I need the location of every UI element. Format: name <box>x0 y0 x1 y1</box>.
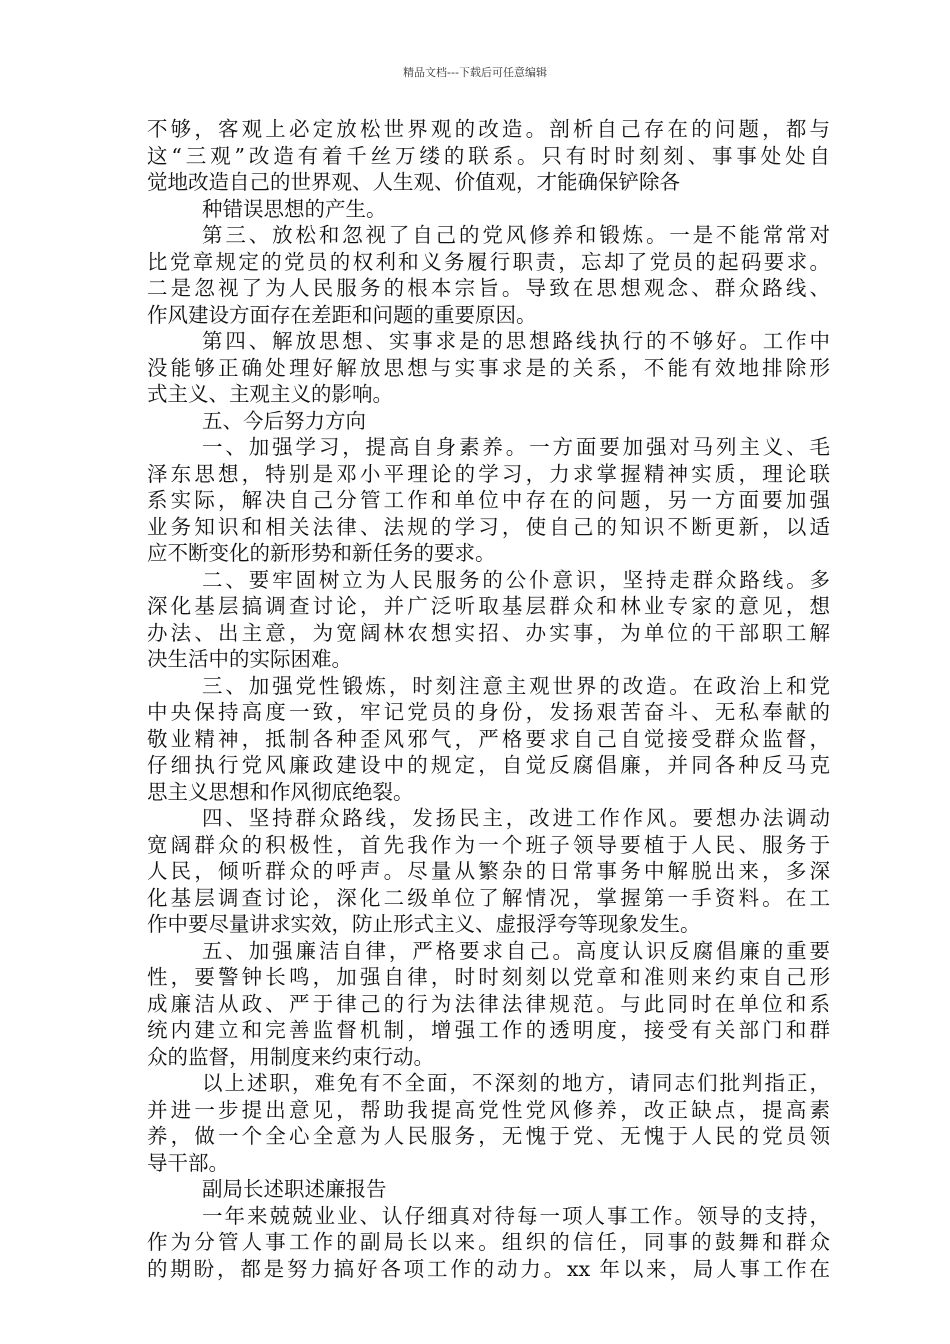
text-line: 作风建设方面存在差距和问题的重要原因。 <box>147 302 537 327</box>
text-line: 思主义思想和作风彻底绝裂。 <box>147 779 414 804</box>
text-line: 性，要警钟长鸣，加强自律，时时刻刻以党章和准则来约束自己形 <box>147 965 830 989</box>
text-line: 并进一步提出意见，帮助我提高党性党风修养，改正缺点，提高素 <box>147 1097 830 1122</box>
text-line: 应不断变化的新形势和新任务的要求。 <box>147 541 496 565</box>
text-line: 五、今后努力方向 <box>202 408 366 433</box>
text-line: 养，做一个全心全意为人民服务，无愧于党、无愧于人民的党员领 <box>147 1124 830 1148</box>
text-line: 成廉洁从政、严于律己的行为法律法律规范。与此同时在单位和系 <box>147 991 830 1016</box>
text-line: 宽阔群众的积极性，首先我作为一个班子领导要植于人民、服务于 <box>147 832 830 857</box>
text-line: 二、要牢固树立为人民服务的公仆意识，坚持走群众路线。多 <box>202 567 830 592</box>
text-line: 人民，倾听群众的呼声。尽量从繁杂的日常事务中解脱出来，多深 <box>147 859 830 883</box>
text-line: 敬业精神，抵制各种歪风邪气，严格要求自己自觉接受群众监督， <box>147 726 830 751</box>
text-line: 业务知识和相关法律、法规的学习，使自己的知识不断更新，以适 <box>147 514 830 539</box>
text-line: 统内建立和完善监督机制，增强工作的透明度，接受有关部门和群 <box>147 1018 830 1042</box>
text-line: 仔细执行党风廉政建设中的规定，自觉反腐倡廉，并同各种反马克 <box>147 753 830 777</box>
text-line: 没能够正确处理好解放思想与实事求是的关系，不能有效地排除形 <box>147 355 830 380</box>
text-line: 化基层调查讨论，深化二级单位了解情况，掌握第一手资料。在工 <box>147 885 830 910</box>
text-line: 众的监督，用制度来约束行动。 <box>147 1044 434 1069</box>
text-line: 觉地改造自己的世界观、人生观、价值观，才能确保铲除各 <box>147 170 680 194</box>
text-line: 作中要尽量讲求实效，防止形式主义、虚报浮夸等现象发生。 <box>147 912 701 936</box>
text-line: 三、加强党性锻炼，时刻注意主观世界的改造。在政治上和党 <box>202 673 830 698</box>
text-line: 中央保持高度一致，牢记党员的身份，发扬艰苦奋斗、无私奉献的 <box>147 700 830 724</box>
text-line: 决生活中的实际困难。 <box>147 647 352 671</box>
text-line: 种错误思想的产生。 <box>202 196 387 221</box>
text-line: 比党章规定的党员的权利和义务履行职责，忘却了党员的起码要求。 <box>147 249 830 274</box>
text-line: 四、坚持群众路线，发扬民主，改进工作作风。要想办法调动 <box>202 806 830 830</box>
text-line: 以上述职，难免有不全面，不深刻的地方，请同志们批判指正， <box>202 1071 830 1095</box>
text-line: 作为分管人事工作的副局长以来。组织的信任，同事的鼓舞和群众 <box>147 1230 830 1254</box>
text-line: 式主义、主观主义的影响。 <box>147 382 393 406</box>
text-line: 一、加强学习，提高自身素养。一方面要加强对马列主义、毛 <box>202 435 830 459</box>
text-line: 导干部。 <box>147 1150 229 1175</box>
text-line: 深化基层搞调查讨论，并广泛听取基层群众和林业专家的意见，想 <box>147 594 830 618</box>
text-line: 泽东思想，特别是邓小平理论的学习，力求掌握精神实质，理论联 <box>147 461 830 486</box>
document-body <box>147 116 830 1282</box>
text-line: 办法、出主意，为宽阔林农想实招、办实事，为单位的干部职工解 <box>147 620 830 645</box>
text-line: 第四、解放思想、实事求是的思想路线执行的不够好。工作中 <box>202 329 830 353</box>
text-line: 一年来兢兢业业、认仔细真对待每一项人事工作。领导的支持， <box>202 1203 830 1228</box>
text-line: 副局长述职述廉报告 <box>202 1177 387 1201</box>
page-header: 精品文档---下载后可任意编辑 <box>403 66 547 79</box>
text-line: 的期盼，都是努力搞好各项工作的动力。xx 年以来，局人事工作在 <box>147 1256 830 1281</box>
text-line: 这“三观”改造有着千丝万缕的联系。只有时时刻刻、事事处处自 <box>147 143 830 168</box>
text-line: 第三、放松和忽视了自己的党风修养和锻炼。一是不能常常对 <box>202 223 830 247</box>
text-line: 系实际，解决自己分管工作和单位中存在的问题，另一方面要加强 <box>147 488 830 512</box>
text-line: 五、加强廉洁自律，严格要求自己。高度认识反腐倡廉的重要 <box>202 938 830 963</box>
text-line: 不够，客观上必定放松世界观的改造。剖析自己存在的问题，都与 <box>147 117 830 141</box>
text-line: 二是忽视了为人民服务的根本宗旨。导致在思想观念、群众路线、 <box>147 276 830 300</box>
